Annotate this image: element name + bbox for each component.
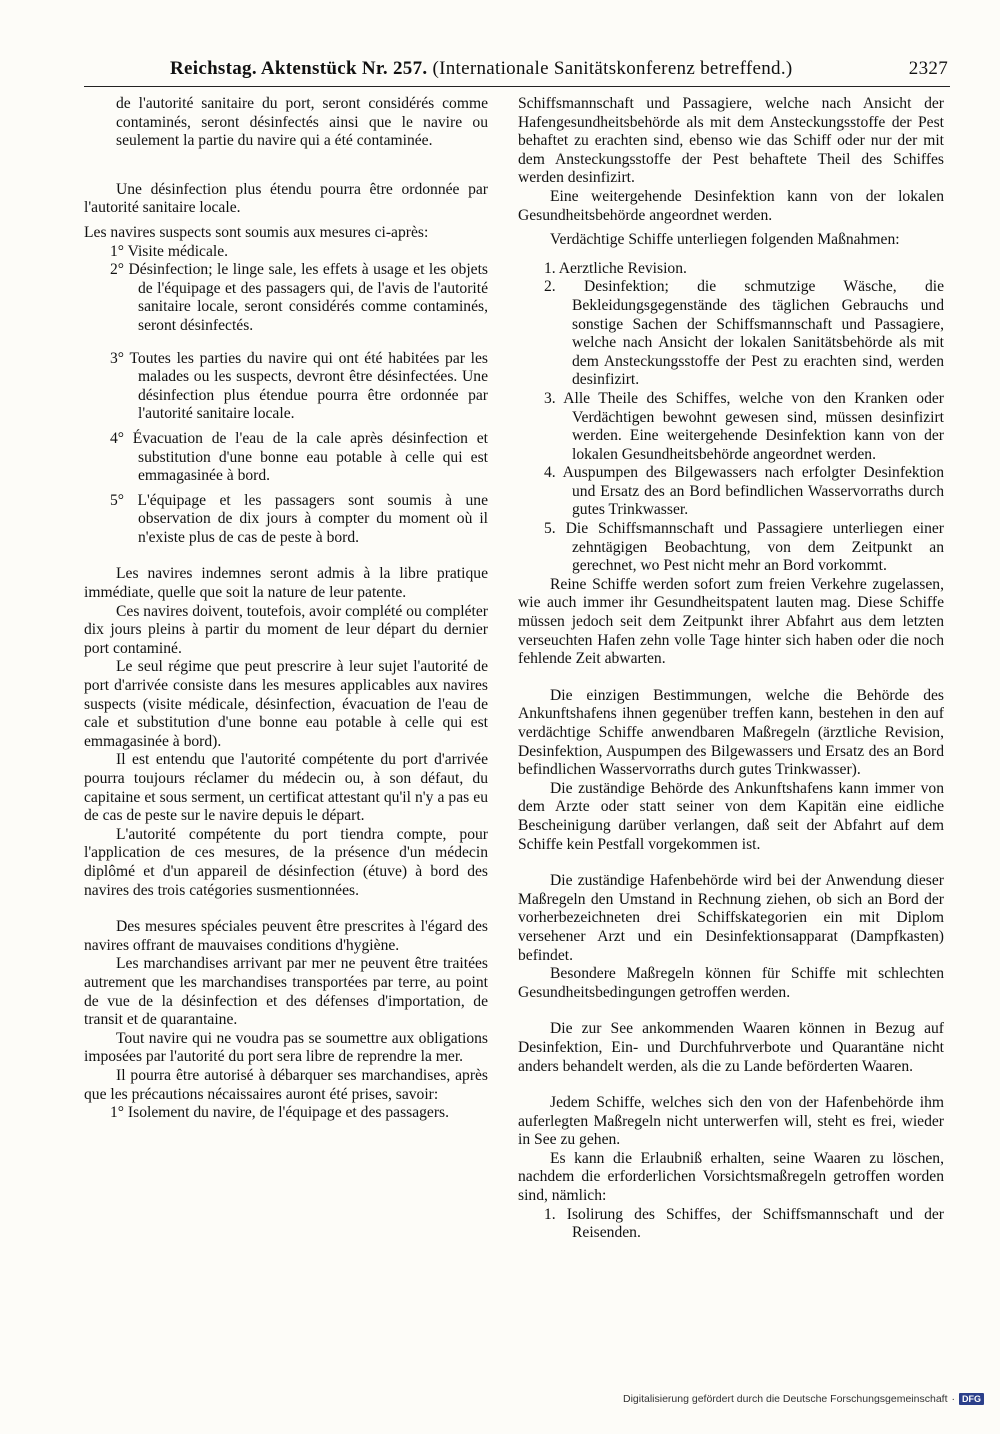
list-item: 1. Aerztliche Revision.: [544, 259, 687, 277]
paragraph: Die einzigen Bestimmungen, welche die Behörde des Ankunftshafens ihnen gegenüber treffen kann, bestehen in den auf verdächtige Schiffe anwendbaren Maßregeln (ärztliche Revision, Desinfektion, Auspumpen des Bilgewassers und Ersatz des an Bord befindlichen Wasservorraths durch gutes Trinkwasser).: [518, 686, 944, 779]
list-item: 4° Évacuation de l'eau de la cale après désinfection et substitution d'une bonne eau potable à celle qui est emmagasinée à bord.: [110, 429, 488, 485]
header-rule: [84, 86, 950, 87]
german-column: [518, 95, 944, 1243]
page-header: [170, 58, 948, 80]
list-item: 1. Isolirung des Schiffes, der Schiffsmannschaft und der Reisenden.: [544, 1205, 944, 1242]
paragraph: Die zur See ankommenden Waaren können in Bezug auf Desinfektion, Ein- und Durchfuhrverbote und Quarantäne nicht anders behandelt werden, als die zu Lande beförderten Waaren.: [518, 1020, 944, 1075]
list-item: 2° Désinfection; le linge sale, les effets à usage et les objets de l'équipage et des passagers qui, de l'avis de l'autorité sanitaire locale, seront considérés comme contaminés, seront désinfectés.: [110, 261, 488, 334]
paragraph: Tout navire qui ne voudra pas se soumettre aux obligations imposées par l'autorité du port sera libre de reprendre la mer.: [84, 1029, 488, 1066]
header-title-sub: (Internationale Sanitätskonferenz betreffend.): [432, 58, 793, 79]
list-item: 4. Auspumpen des Bilgewassers nach erfolgter Desinfektion und Ersatz des an Bord befindlichen Wasservorraths durch gutes Trinkwasser.: [544, 464, 944, 519]
paragraph: Eine weitergehende Desinfektion kann von der lokalen Gesundheitsbehörde angeordnet werden.: [518, 187, 944, 224]
paragraph: de l'autorité sanitaire du port, seront considérés comme contaminés, seront désinfectés ainsi que le navire ou seulement la partie du navire qui a été contaminée.: [116, 95, 488, 150]
paragraph: Verdächtige Schiffe unterliegen folgenden Maßnahmen:: [550, 231, 900, 249]
list-item: 1° Isolement du navire, de l'équipage et des passagers.: [110, 1104, 450, 1122]
list-item: 2. Desinfektion; die schmutzige Wäsche, die Bekleidungsgegenstände des täglichen Gebrauchs und sonstige Sachen der Schiffsmannschaft und Passagiere, welche nach Ansicht der lokalen Sanitätsbehörde als mit dem Ansteckungsstoffe der Pest zu erachten sind, werden desinfizirt.: [544, 278, 944, 389]
list-item: 3. Alle Theile des Schiffes, welche von den Kranken oder Verdächtigen bewohnt gewesen sind, müssen desinfizirt werden. Eine weitergehende Desinfektion kann von der lokalen Gesundheitsbehörde angeordnet werden.: [544, 389, 944, 463]
page-number: 2327: [908, 58, 948, 79]
credit-text: Digitalisierung gefördert durch die Deutsche Forschungsgemeinschaft: [622, 1393, 948, 1405]
paragraph: Les navires indemnes seront admis à la libre pratique immédiate, quelle que soit la nature de leur patente.: [84, 565, 488, 602]
list-item: 5° L'équipage et les passagers sont soumis à une observation de dix jours à compter du moment où il n'existe plus de cas de peste à bord.: [110, 491, 488, 546]
paragraph: Schiffsmannschaft und Passagiere, welche nach Ansicht der Hafengesundheitsbehörde als mit dem Ansteckungsstoffe der Pest behaftet zu erachten sind, ebenso wie das Schiff oder nur der mit dem Ansteckungsstoffe der Pest behaftete Theil des Schiffes werden desinfizirt.: [518, 95, 944, 187]
header-title: [170, 58, 793, 80]
digitization-credit: Digitalisierung gefördert durch die Deutsche Forschungsgemeinschaft · DFG: [623, 1393, 984, 1405]
paragraph: Besondere Maßregeln können für Schiffe mit schlechten Gesundheitsbedingungen getroffen werden.: [518, 965, 944, 1001]
paragraph: Il est entendu que l'autorité compétente du port d'arrivée pourra toujours réclamer du médecin ou, à son défaut, du capitaine et sous serment, un certificat attestant qu'il n'y a pas eu de cas de peste sur le navire depuis le départ.: [84, 751, 488, 825]
list-item: 5. Die Schiffsmannschaft und Passagiere unterliegen einer zehntägigen Beobachtung, von dem Zeitpunkt an gerechnet, wo Pest nicht mehr an Bord vorkommt.: [544, 520, 944, 575]
dfg-logo: DFG: [959, 1393, 984, 1405]
paragraph: Il pourra être autorisé à débarquer ses marchandises, après que les précautions nécaissaires auront été prises, savoir:: [84, 1066, 488, 1103]
paragraph: Ces navires doivent, toutefois, avoir complété ou compléter dix jours pleins à partir du moment de leur départ du dernier port contaminé.: [84, 602, 488, 657]
paragraph: Es kann die Erlaubniß erhalten, seine Waaren zu löschen, nachdem die erforderlichen Vorsichtsmaßregeln getroffen worden sind, nämlich:: [518, 1149, 944, 1205]
paragraph: Le seul régime que peut prescrire à leur sujet l'autorité de port d'arrivée consiste dans les mesures applicables aux navires suspects (visite médicale, désinfection, évacuation de l'eau de cale et substitution d'une bonne eau potable à celle qui est emmagasinée à bord).: [84, 658, 488, 750]
paragraph: Une désinfection plus étendu pourra être ordonnée par l'autorité sanitaire locale.: [84, 180, 488, 217]
paragraph: Des mesures spéciales peuvent être prescrites à l'égard des navires offrant de mauvaises conditions d'hygiène.: [84, 918, 488, 954]
list-item: 1° Visite médicale.: [110, 242, 229, 260]
header-title-main: Reichstag. Aktenstück Nr. 257.: [170, 58, 428, 79]
paragraph: Reine Schiffe werden sofort zum freien Verkehre zugelassen, wie auch immer ihr Gesundheitspatent lauten mag. Diese Schiffe müssen jedoch seit dem Zeitpunkt ihrer Abfahrt aus dem letzten verseuchten Hafen zehn volle Tage hinter sich haben oder die noch fehlende Zeit abwarten.: [518, 575, 944, 668]
list-item: 3° Toutes les parties du navire qui ont été habitées par les malades ou les suspects, devront être désinfectées. Une désinfection plus étendue pourra être ordonnée par l'autorité sanitaire locale.: [110, 349, 488, 423]
paragraph: Die zuständige Behörde des Ankunftshafens kann immer von dem Arzte oder statt seiner von dem Kapitän eine eidliche Bescheinigung darüber verlangen, daß seit der Abfahrt auf dem Schiffe kein Pestfall vorgekommen ist.: [518, 779, 944, 853]
paragraph: L'autorité compétente du port tiendra compte, pour l'application de ces mesures, de la présence d'un médecin diplômé et d'un appareil de désinfection (étuve) à bord des navires des trois catégories susmentionnées.: [84, 825, 488, 899]
paragraph: Les marchandises arrivant par mer ne peuvent être traitées autrement que les marchandises transportées par terre, au point de vue de la désinfection et des défenses d'importation, de transit et de quarantaine.: [84, 955, 488, 1029]
paragraph: Jedem Schiffe, welches sich den von der Hafenbehörde ihm auferlegten Maßregeln nicht unterwerfen will, steht es frei, wieder in See zu gehen.: [518, 1094, 944, 1149]
paragraph: Die zuständige Hafenbehörde wird bei der Anwendung dieser Maßregeln den Umstand in Rechnung ziehen, ob sich an Bord der vorherbezeichneten drei Schiffskategorien ein mit Diplom versehener Arzt und ein Desinfektionsapparat (Dampfkasten) befindet.: [518, 872, 944, 964]
french-column: [84, 95, 488, 1123]
paragraph: Les navires suspects sont soumis aux mesures ci-après:: [84, 223, 429, 241]
